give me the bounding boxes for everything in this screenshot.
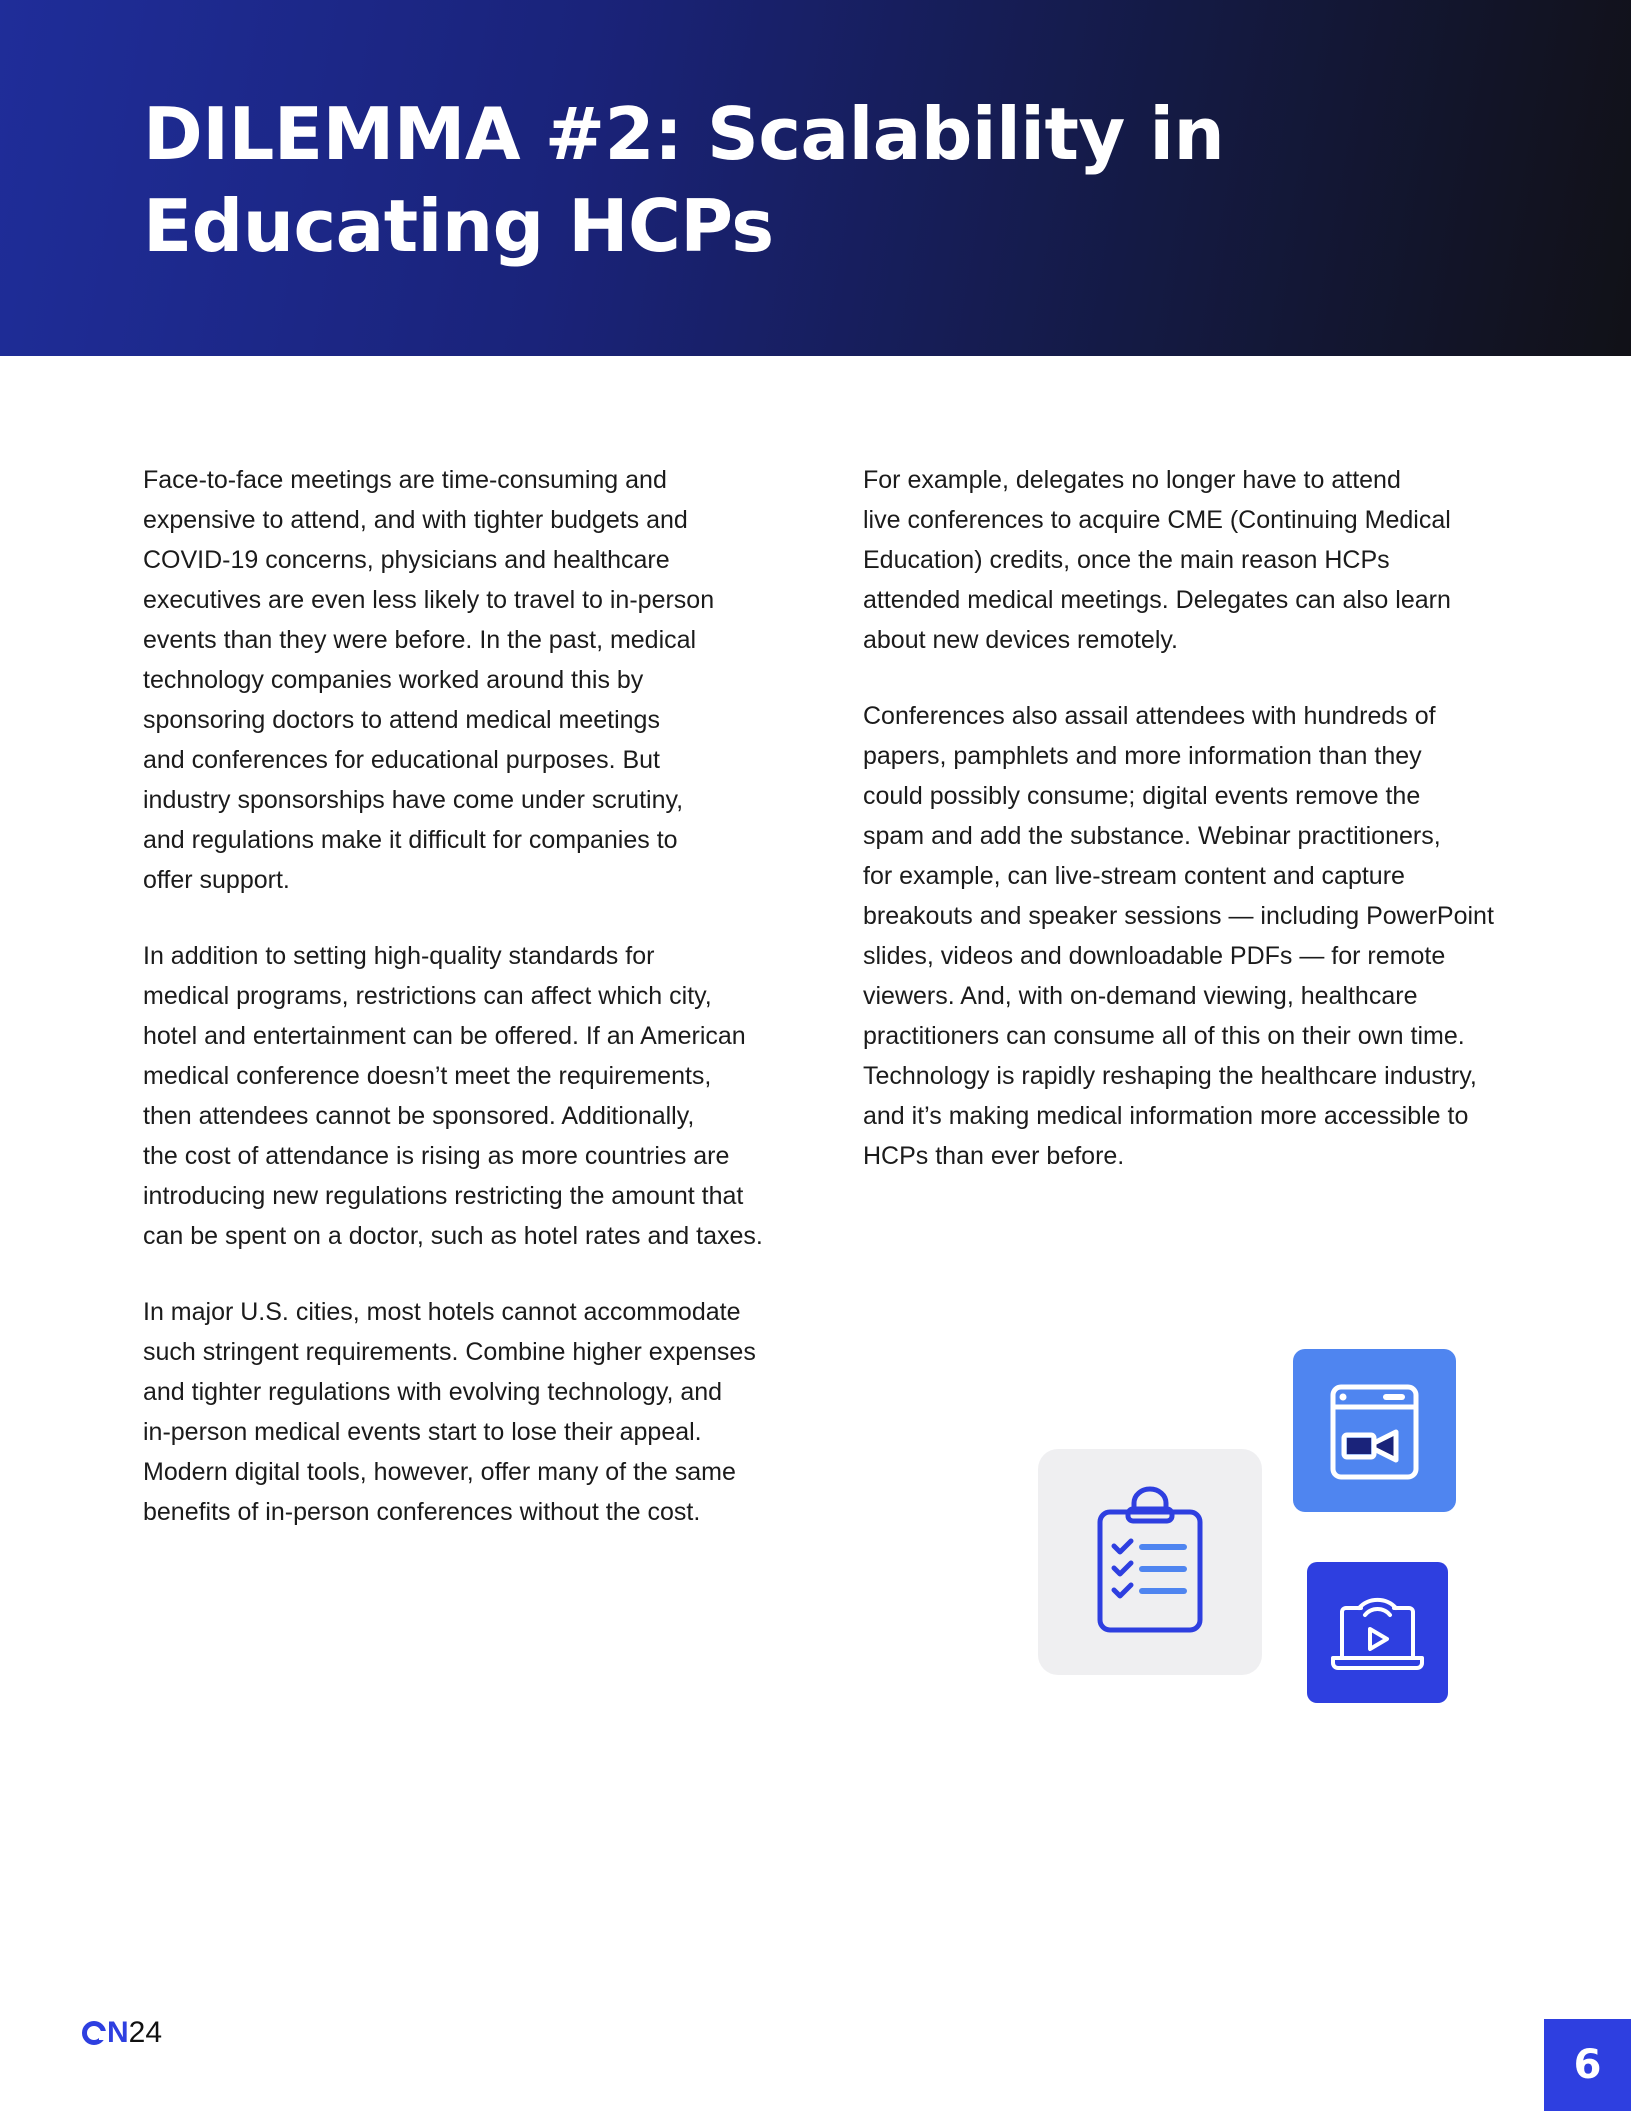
text-line: medical conference doesn’t meet the requirements, [143,1062,712,1090]
text-line: slides, videos and downloadable PDFs — for remote [863,942,1446,970]
text-line: and it’s making medical information more accessible to [863,1102,1469,1130]
text-line: benefits of in-person conferences without the cost. [143,1498,701,1526]
page-number: 6 [1544,2019,1631,2111]
right-column [863,460,1503,1212]
logo-o-mark [82,2021,106,2045]
text-line: Modern digital tools, however, offer many of the same [143,1458,736,1486]
text-line: viewers. And, with on-demand viewing, healthcare [863,982,1418,1010]
logo-n: N [107,2016,129,2049]
body-paragraph [143,1292,783,1532]
text-line: offer support. [143,866,290,894]
logo-24: 24 [128,2016,163,2049]
text-line: live conferences to acquire CME (Continuing Medical [863,506,1451,534]
text-line: breakouts and speaker sessions — including PowerPoint [863,902,1494,930]
left-column [143,460,783,1568]
text-line: such stringent requirements. Combine higher expenses [143,1338,756,1366]
text-line: events than they were before. In the past, medical [143,626,697,654]
text-line: For example, delegates no longer have to attend [863,466,1401,494]
text-line: about new devices remotely. [863,626,1178,654]
page-title-line-2: Educating HCPs [143,184,774,268]
text-line: Conferences also assail attendees with hundreds of [863,702,1436,730]
text-line: In addition to setting high-quality standards for [143,942,655,970]
text-line: could possibly consume; digital events remove the [863,782,1421,810]
text-line: Technology is rapidly reshaping the healthcare industry, [863,1062,1477,1090]
text-line: Education) credits, once the main reason HCPs [863,546,1390,574]
text-line: spam and add the substance. Webinar practitioners, [863,822,1441,850]
browser-video-icon [1293,1349,1456,1512]
text-line: sponsoring doctors to attend medical meetings [143,706,660,734]
body-paragraph [863,460,1503,660]
text-line: HCPs than ever before. [863,1142,1125,1170]
text-line: attended medical meetings. Delegates can also learn [863,586,1451,614]
text-line: papers, pamphlets and more information than they [863,742,1422,770]
page-title-line-1: DILEMMA #2: Scalability in [143,92,1225,176]
text-line: practitioners can consume all of this on their own time. [863,1022,1465,1050]
text-line: hotel and entertainment can be offered. If an American [143,1022,746,1050]
text-line: medical programs, restrictions can affect which city, [143,982,712,1010]
text-line: In major U.S. cities, most hotels cannot accommodate [143,1298,741,1326]
text-line: for example, can live-stream content and capture [863,862,1405,890]
text-line: the cost of attendance is rising as more countries are [143,1142,730,1170]
stream-tile [1307,1562,1448,1703]
page-title [143,88,1443,272]
text-line: industry sponsorships have come under scrutiny, [143,786,684,814]
on24-logo [82,2013,162,2053]
clipboard-checklist-icon [1038,1449,1262,1675]
text-line: and tighter regulations with evolving technology, and [143,1378,723,1406]
body-paragraph [143,936,783,1256]
text-line: expensive to attend, and with tighter budgets and [143,506,688,534]
body-paragraph [143,460,783,900]
laptop-livestream-icon [1307,1562,1448,1703]
text-line: and conferences for educational purposes. But [143,746,661,774]
text-line: executives are even less likely to travel to in-person [143,586,715,614]
text-line: introducing new regulations restricting the amount that [143,1182,744,1210]
header-banner [0,0,1631,356]
text-line: technology companies worked around this by [143,666,644,694]
text-line: COVID-19 concerns, physicians and healthcare [143,546,670,574]
clipboard-tile [1038,1449,1262,1675]
body-paragraph [863,696,1503,1176]
text-line: can be spent on a doctor, such as hotel rates and taxes. [143,1222,763,1250]
text-line: Face-to-face meetings are time-consuming and [143,466,667,494]
text-line: and regulations make it difficult for companies to [143,826,678,854]
text-line: in-person medical events start to lose their appeal. [143,1418,702,1446]
video-tile [1293,1349,1456,1512]
text-line: then attendees cannot be sponsored. Additionally, [143,1102,695,1130]
